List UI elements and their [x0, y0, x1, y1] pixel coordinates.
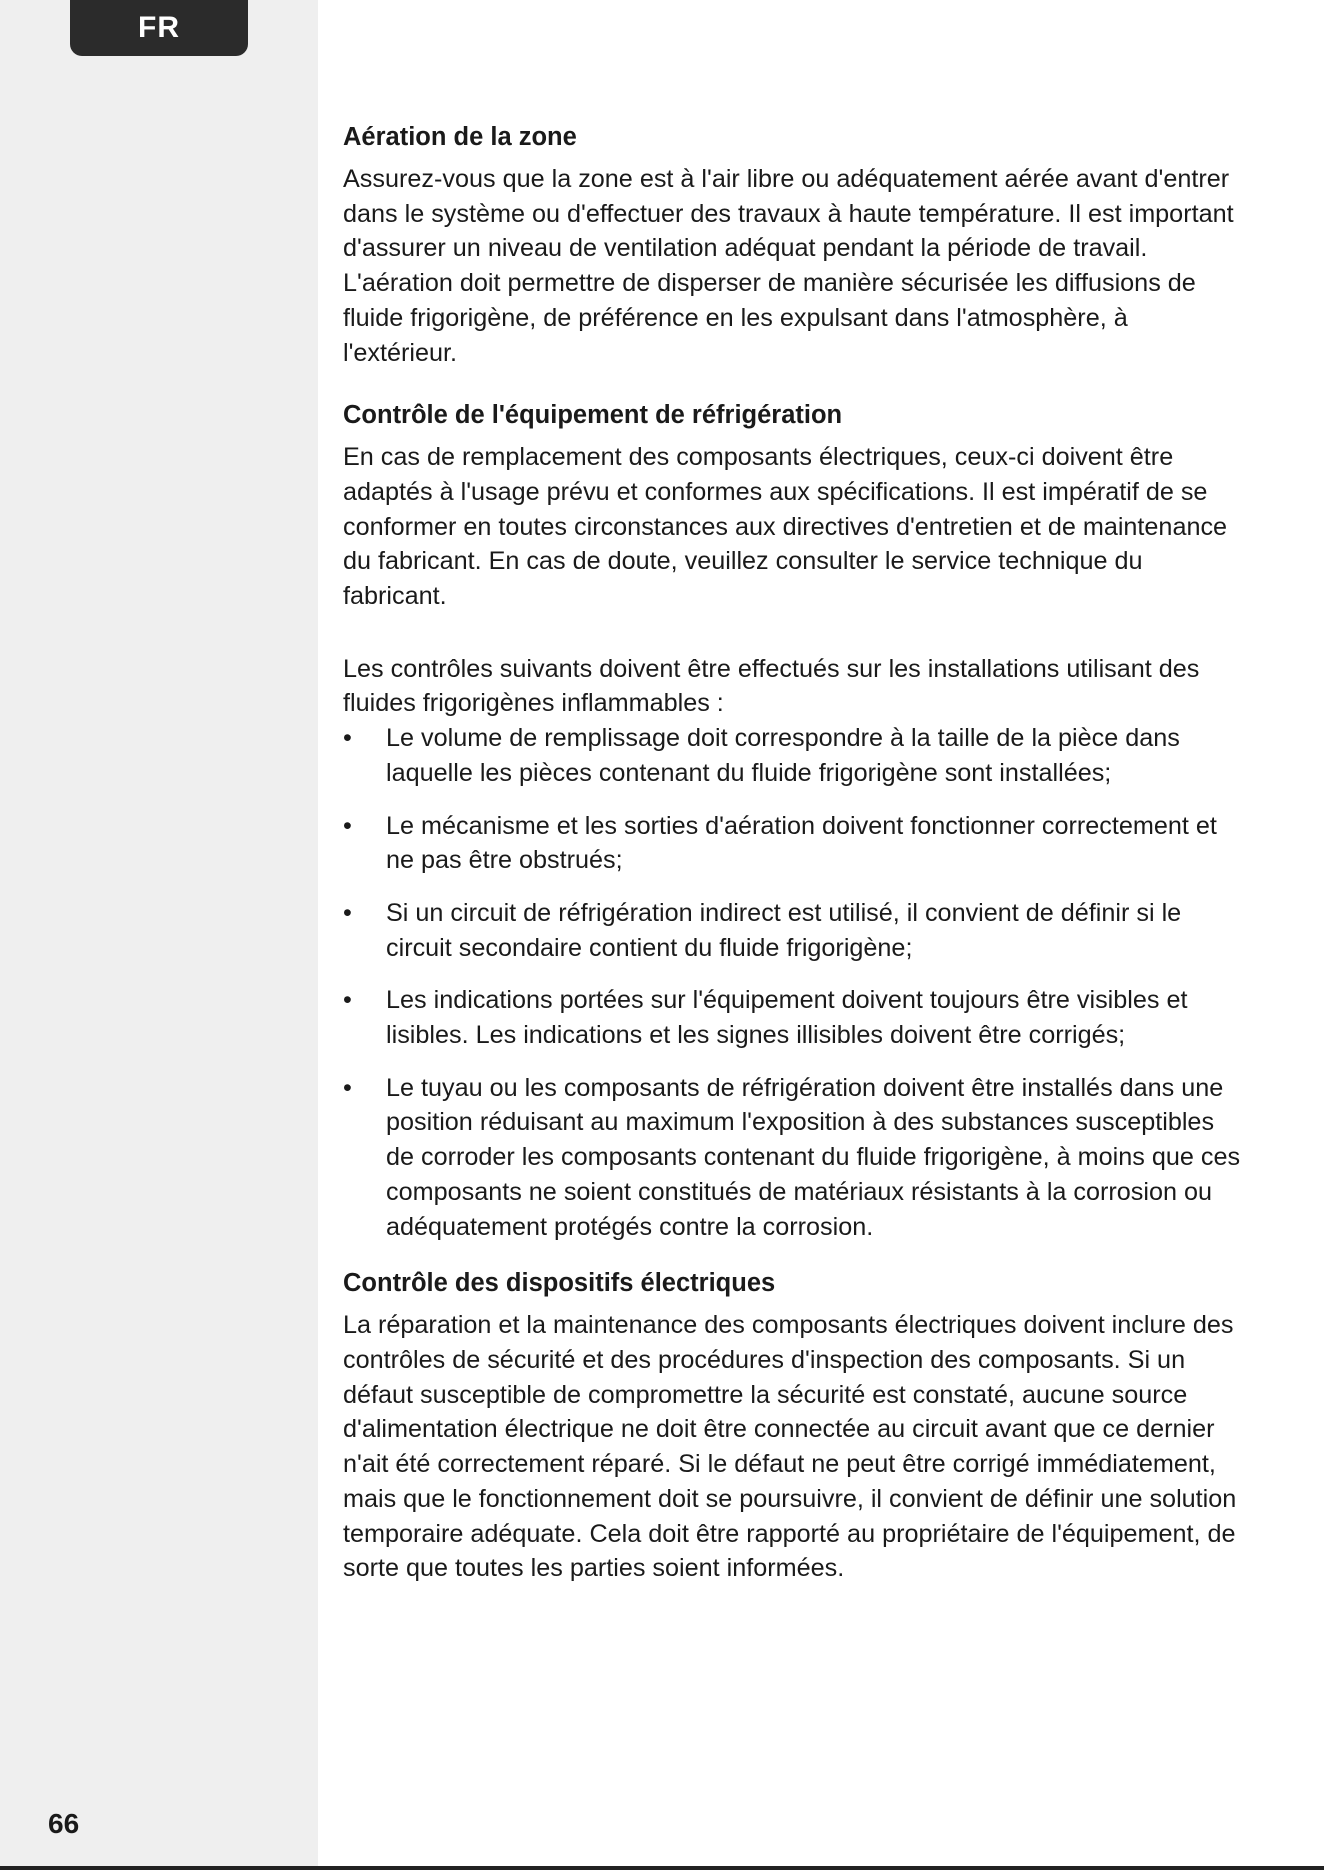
section-title-refrigeration: Contrôle de l'équipement de réfrigération	[343, 401, 843, 430]
section-aeration	[343, 120, 1243, 370]
bullet-icon: •	[343, 811, 352, 840]
checks-list	[343, 721, 1243, 1244]
sidebar	[0, 0, 318, 1866]
list-item	[343, 983, 1243, 1052]
list-item	[343, 1071, 1243, 1245]
section-body-refrigeration: En cas de remplacement des composants électriques, ceux-ci doivent être adaptés à l'usage prévu et conformes aux spécifications. Il est impératif de se conformer en toutes circonstances aux directives d'entretien et de maintenance du fabricant. En cas de doute, veuillez consulter le service technique du fabricant.	[343, 443, 1228, 611]
section-body-aeration: Assurez-vous que la zone est à l'air libre ou adéquatement aérée avant d'entrer dans le système ou d'effectuer des travaux à haute température. Il est important d'assurer un niveau de ventilation adéquat pendant la période de travail. L'aération doit permettre de disperser de manière sécurisée les diffusions de fluide frigorigène, de préférence en les expulsant dans l'atmosphère, à l'extérieur.	[343, 165, 1234, 367]
section-title-aeration: Aération de la zone	[343, 123, 577, 151]
section-title-electrical: Contrôle des dispositifs électriques	[343, 1269, 776, 1298]
language-tab: FR	[70, 0, 248, 56]
list-item	[343, 721, 1243, 790]
list-item-text: Le tuyau ou les composants de réfrigération doivent être installés dans une position réduisant au maximum l'exposition à des substances susceptibles de corroder les composants contenant du fluide frigorigène, à moins que ces composants ne soient constitués de matériaux résistants à la corrosion ou adéquatement protégés contre la corrosion.	[386, 1073, 1241, 1241]
bullet-icon: •	[343, 724, 352, 753]
list-item-text: Si un circuit de réfrigération indirect est utilisé, il convient de définir si le circuit secondaire contient du fluide frigorigène;	[386, 898, 1182, 962]
bullet-icon: •	[343, 1073, 352, 1102]
bullet-icon: •	[343, 898, 352, 927]
checks-intro: Les contrôles suivants doivent être effectués sur les installations utilisant des fluides frigorigènes inflammables :	[343, 654, 1200, 718]
page-number: 66	[48, 1808, 80, 1839]
bottom-rule	[0, 1866, 1324, 1870]
section-electrical	[343, 1266, 1243, 1586]
list-item	[343, 809, 1243, 878]
document-content	[343, 120, 1243, 1586]
list-item-text: Le mécanisme et les sorties d'aération doivent fonctionner correctement et ne pas être obstrués;	[386, 811, 1217, 875]
list-item-text: Les indications portées sur l'équipement doivent toujours être visibles et lisibles. Les indications et les signes illisibles doivent être corrigés;	[386, 986, 1188, 1050]
section-body-electrical: La réparation et la maintenance des composants électriques doivent inclure des contrôles de sécurité et des procédures d'inspection des composants. Si un défaut susceptible de compromettre la sécurité est constaté, aucune source d'alimentation électrique ne doit être connectée au circuit avant que ce dernier n'ait été correctement réparé. Si le défaut ne peut être corrigé immédiatement, mais que le fonctionnement doit se poursuivre, il convient de définir une solution temporaire adéquate. Cela doit être rapporté au propriétaire de l'équipement, de sorte que toutes les parties soient informées.	[343, 1311, 1237, 1583]
list-item	[343, 896, 1243, 965]
bullet-icon: •	[343, 986, 352, 1015]
section-refrigeration	[343, 398, 1243, 614]
list-item-text: Le volume de remplissage doit correspondre à la taille de la pièce dans laquelle les pièces contenant du fluide frigorigène sont installées;	[386, 724, 1180, 787]
